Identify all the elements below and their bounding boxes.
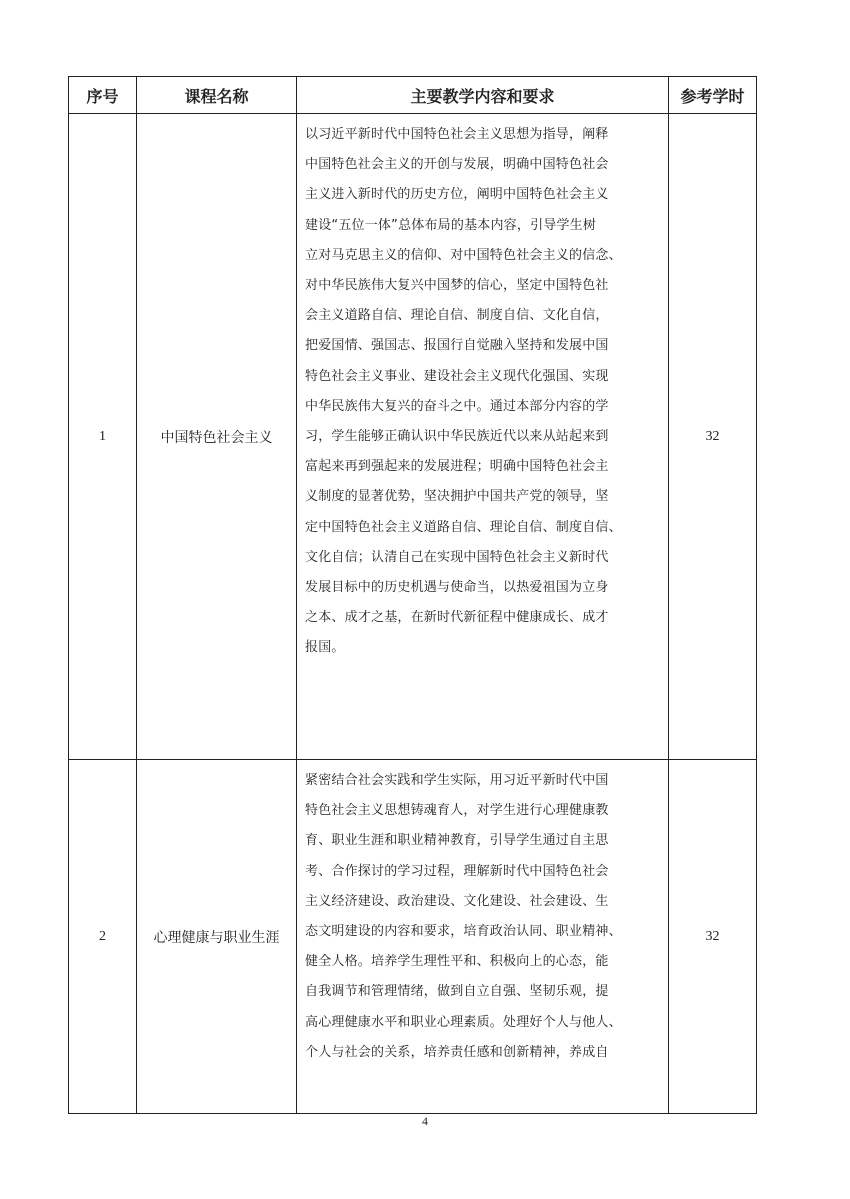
content-line: 健全人格。培养学生理性平和、积极向上的心态，能 (305, 954, 609, 970)
row-teaching-content (297, 760, 669, 1114)
content-line: 育、职业生涯和职业精神教育，引导学生通过自主思 (305, 833, 609, 849)
content-line: 文化自信；认清自己在实现中国特色社会主义新时代 (305, 549, 609, 565)
content-line: 紧密结合社会实践和学生实际，用习近平新时代中国 (305, 773, 609, 788)
content-line: 高心理健康水平和职业心理素质。处理好个人与他人、 (305, 1014, 622, 1030)
table-row (69, 114, 757, 760)
page-number: 4 (422, 1114, 428, 1128)
row-course-name: 心理健康与职业生涯 (137, 760, 297, 1114)
content-line: 特色社会主义事业、建设社会主义现代化强国、实现 (305, 368, 609, 384)
header-reference-hours: 参考学时 (669, 77, 757, 114)
content-line: 建设“五位一体”总体布局的基本内容，引导学生树 (305, 217, 597, 233)
table-header-row (69, 77, 757, 114)
content-line: 之本、成才之基，在新时代新征程中健康成长、成才 (305, 610, 609, 626)
header-serial-number: 序号 (69, 77, 137, 114)
content-line: 中国特色社会主义的开创与发展，明确中国特色社会 (305, 157, 609, 173)
content-line: 特色社会主义思想铸魂育人，对学生进行心理健康教 (305, 803, 609, 819)
table-row (69, 760, 757, 1114)
content-line: 主义经济建设、政治建设、文化建设、社会建设、生 (305, 893, 609, 909)
content-line: 主义进入新时代的历史方位，阐明中国特色社会主义 (305, 187, 609, 203)
content-line: 立对马克思主义的信仰、对中国特色社会主义的信念、 (305, 247, 622, 263)
content-line: 把爱国情、强国志、报国行自觉融入坚持和发展中国 (305, 338, 609, 354)
content-line: 以习近平新时代中国特色社会主义思想为指导，阐释 (305, 127, 609, 142)
row-teaching-content (297, 114, 669, 760)
content-line: 定中国特色社会主义道路自信、理论自信、制度自信、 (305, 519, 622, 535)
row-reference-hours: 32 (669, 114, 757, 760)
header-course-name: 课程名称 (137, 77, 297, 114)
content-line: 报国。 (305, 640, 345, 656)
header-teaching-content: 主要教学内容和要求 (297, 77, 669, 114)
content-line: 习，学生能够正确认识中华民族近代以来从站起来到 (305, 429, 609, 445)
content-line: 富起来再到强起来的发展进程；明确中国特色社会主 (305, 459, 609, 475)
content-line: 义制度的显著优势，坚决拥护中国共产党的领导，坚 (305, 489, 609, 505)
content-line: 会主义道路自信、理论自信、制度自信、文化自信， (305, 308, 609, 324)
content-line: 考、合作探讨的学习过程，理解新时代中国特色社会 (305, 863, 609, 879)
content-line: 个人与社会的关系，培养责任感和创新精神，养成自 (305, 1044, 609, 1060)
content-line: 自我调节和管理情绪，做到自立自强、坚韧乐观，提 (305, 984, 609, 1000)
content-line: 发展目标中的历史机遇与使命当，以热爱祖国为立身 (305, 580, 609, 596)
content-line: 中华民族伟大复兴的奋斗之中。通过本部分内容的学 (305, 398, 609, 414)
row-course-name: 中国特色社会主义 (137, 114, 297, 760)
row-serial-number: 2 (69, 760, 137, 1114)
row-reference-hours: 32 (669, 760, 757, 1114)
row-serial-number: 1 (69, 114, 137, 760)
content-line: 对中华民族伟大复兴中国梦的信心，坚定中国特色社 (305, 278, 609, 294)
course-table (68, 76, 757, 1114)
content-line: 态文明建设的内容和要求，培育政治认同、职业精神、 (305, 924, 622, 940)
